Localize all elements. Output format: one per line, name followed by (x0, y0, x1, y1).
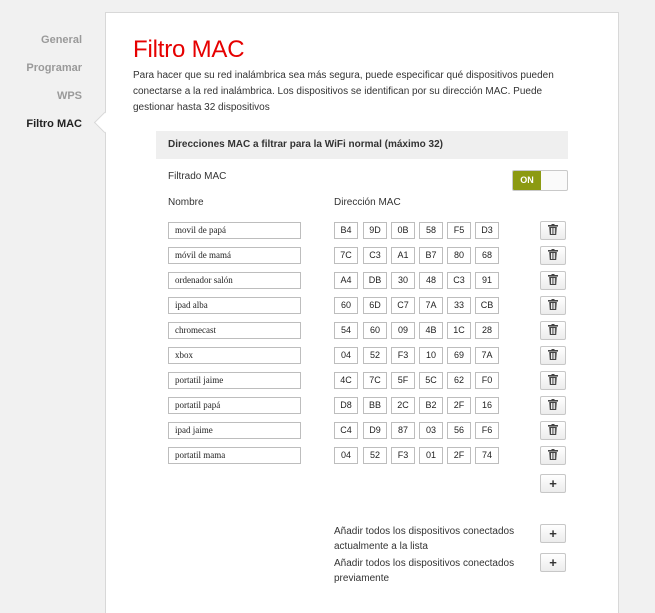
delete-device-button[interactable] (540, 421, 566, 440)
mac-octet-field[interactable]: C3 (447, 272, 471, 289)
device-name-field[interactable]: chromecast (168, 322, 301, 339)
sidebar-nav (0, 26, 92, 138)
mac-octet-field[interactable]: 7C (363, 372, 387, 389)
mac-octet-field[interactable]: F6 (475, 422, 499, 439)
mac-octet-field[interactable]: C7 (391, 297, 415, 314)
mac-octet-field[interactable]: 7C (334, 247, 358, 264)
mac-octet-field[interactable]: 4B (419, 322, 443, 339)
mac-octet-field[interactable]: 62 (447, 372, 471, 389)
content-panel (105, 12, 619, 613)
mac-octet-field[interactable]: 52 (363, 447, 387, 464)
add-previous-label: Añadir todos los dispositivos conectados previamente (334, 558, 515, 584)
trash-icon (548, 349, 558, 360)
device-row (106, 222, 618, 242)
trash-icon (548, 299, 558, 310)
add-device-button[interactable] (540, 474, 566, 493)
mac-octet-field[interactable]: 1C (447, 322, 471, 339)
mac-octet-field[interactable]: 16 (475, 397, 499, 414)
mac-octet-field[interactable]: 09 (391, 322, 415, 339)
mac-octet-field[interactable]: 52 (363, 347, 387, 364)
sidebar-item-general[interactable]: General (41, 34, 82, 46)
add-connected-button[interactable] (540, 524, 566, 543)
sidebar-item-filtro-mac[interactable]: Filtro MAC (26, 118, 82, 130)
device-name-field[interactable]: ipad jaime (168, 422, 301, 439)
mac-octet-field[interactable]: A4 (334, 272, 358, 289)
trash-icon (548, 424, 558, 435)
trash-icon (548, 224, 558, 235)
mac-octet-field[interactable]: 33 (447, 297, 471, 314)
mac-octet-field[interactable]: F3 (391, 347, 415, 364)
mac-octet-field[interactable]: F5 (447, 222, 471, 239)
mac-octet-field[interactable]: 04 (334, 447, 358, 464)
mac-octet-field[interactable]: 6D (363, 297, 387, 314)
trash-icon (548, 399, 558, 410)
mac-octet-field[interactable]: C3 (363, 247, 387, 264)
plus-icon: + (549, 555, 557, 570)
delete-device-button[interactable] (540, 271, 566, 290)
delete-device-button[interactable] (540, 221, 566, 240)
device-row (106, 247, 618, 267)
trash-icon (548, 374, 558, 385)
device-row (106, 272, 618, 292)
device-name-field[interactable]: portatil mama (168, 447, 301, 464)
mac-octet-field[interactable]: 2F (447, 447, 471, 464)
mac-octet-field[interactable]: B7 (419, 247, 443, 264)
section-header: Direcciones MAC a filtrar para la WiFi normal (máximo 32) (156, 131, 568, 159)
device-name-field[interactable]: portatil jaime (168, 372, 301, 389)
device-row (106, 347, 618, 367)
delete-device-button[interactable] (540, 371, 566, 390)
mac-octet-field[interactable]: 5C (419, 372, 443, 389)
mac-octet-field[interactable]: 7A (419, 297, 443, 314)
add-connected-label: Añadir todos los dispositivos conectados actualmente a la lista (334, 526, 515, 552)
device-name-field[interactable]: móvil de mamá (168, 247, 301, 264)
add-previous-button[interactable] (540, 553, 566, 572)
delete-device-button[interactable] (540, 246, 566, 265)
mac-octet-field[interactable]: B2 (419, 397, 443, 414)
mac-octet-field[interactable]: F0 (475, 372, 499, 389)
delete-device-button[interactable] (540, 346, 566, 365)
toggle-state-label: ON (513, 171, 541, 190)
device-name-field[interactable]: ipad alba (168, 297, 301, 314)
delete-device-button[interactable] (540, 396, 566, 415)
mac-octet-field[interactable]: 9D (363, 222, 387, 239)
mac-octet-field[interactable]: 60 (363, 322, 387, 339)
mac-octet-field[interactable]: 5F (391, 372, 415, 389)
device-name-field[interactable]: movil de papá (168, 222, 301, 239)
device-row (106, 447, 618, 467)
delete-device-button[interactable] (540, 446, 566, 465)
column-header-name: Nombre (168, 197, 204, 208)
page-description: Para hacer que su red inalámbrica sea más segura, puede especificar qué dispositivos pueden conectarse a la red inalámbrica. Los dispositivos se identifican por su dirección MAC. Puede gestionar hasta 32 dispositivos (133, 70, 554, 113)
mac-octet-field[interactable]: 58 (419, 222, 443, 239)
mac-octet-field[interactable]: D3 (475, 222, 499, 239)
mac-octet-field[interactable]: 60 (334, 297, 358, 314)
mac-octet-field[interactable]: D8 (334, 397, 358, 414)
delete-device-button[interactable] (540, 321, 566, 340)
trash-icon (548, 324, 558, 335)
mac-octet-field[interactable]: 56 (447, 422, 471, 439)
mac-octet-field[interactable]: 54 (334, 322, 358, 339)
mac-octet-field[interactable]: 69 (447, 347, 471, 364)
device-row (106, 372, 618, 392)
mac-octet-field[interactable]: 7A (475, 347, 499, 364)
plus-icon: + (549, 476, 557, 491)
device-name-field[interactable]: xbox (168, 347, 301, 364)
device-name-field[interactable]: portatil papá (168, 397, 301, 414)
device-name-field[interactable]: ordenador salón (168, 272, 301, 289)
mac-octet-field[interactable]: 87 (391, 422, 415, 439)
mac-octet-field[interactable]: 74 (475, 447, 499, 464)
mac-filter-toggle[interactable] (512, 170, 568, 191)
mac-octet-field[interactable]: BB (363, 397, 387, 414)
trash-icon (548, 449, 558, 460)
trash-icon (548, 249, 558, 260)
sidebar-item-wps[interactable]: WPS (56, 90, 82, 102)
mac-octet-field[interactable]: 28 (475, 322, 499, 339)
trash-icon (548, 274, 558, 285)
mac-octet-field[interactable]: 80 (447, 247, 471, 264)
mac-octet-field[interactable]: 4C (334, 372, 358, 389)
plus-icon: + (549, 526, 557, 541)
device-row (106, 322, 618, 342)
mac-octet-field[interactable]: D9 (363, 422, 387, 439)
mac-octet-field[interactable]: 2C (391, 397, 415, 414)
mac-octet-field[interactable]: 0B (391, 222, 415, 239)
mac-octet-field[interactable]: 68 (475, 247, 499, 264)
mac-filter-label: Filtrado MAC (168, 171, 227, 182)
device-row (106, 297, 618, 317)
mac-octet-field[interactable]: 03 (419, 422, 443, 439)
mac-octet-field[interactable]: CB (475, 297, 499, 314)
mac-octet-field[interactable]: 10 (419, 347, 443, 364)
column-header-mac: Dirección MAC (334, 197, 401, 208)
mac-octet-field[interactable]: 48 (419, 272, 443, 289)
device-row (106, 397, 618, 417)
page-title: Filtro MAC (133, 36, 245, 63)
mac-octet-field[interactable]: A1 (391, 247, 415, 264)
mac-octet-field[interactable]: 04 (334, 347, 358, 364)
delete-device-button[interactable] (540, 296, 566, 315)
mac-octet-field[interactable]: 2F (447, 397, 471, 414)
mac-octet-field[interactable]: C4 (334, 422, 358, 439)
device-row (106, 422, 618, 442)
mac-octet-field[interactable]: DB (363, 272, 387, 289)
mac-octet-field[interactable]: 91 (475, 272, 499, 289)
mac-octet-field[interactable]: F3 (391, 447, 415, 464)
mac-octet-field[interactable]: B4 (334, 222, 358, 239)
sidebar-item-programar[interactable]: Programar (26, 62, 82, 74)
mac-octet-field[interactable]: 30 (391, 272, 415, 289)
mac-octet-field[interactable]: 01 (419, 447, 443, 464)
